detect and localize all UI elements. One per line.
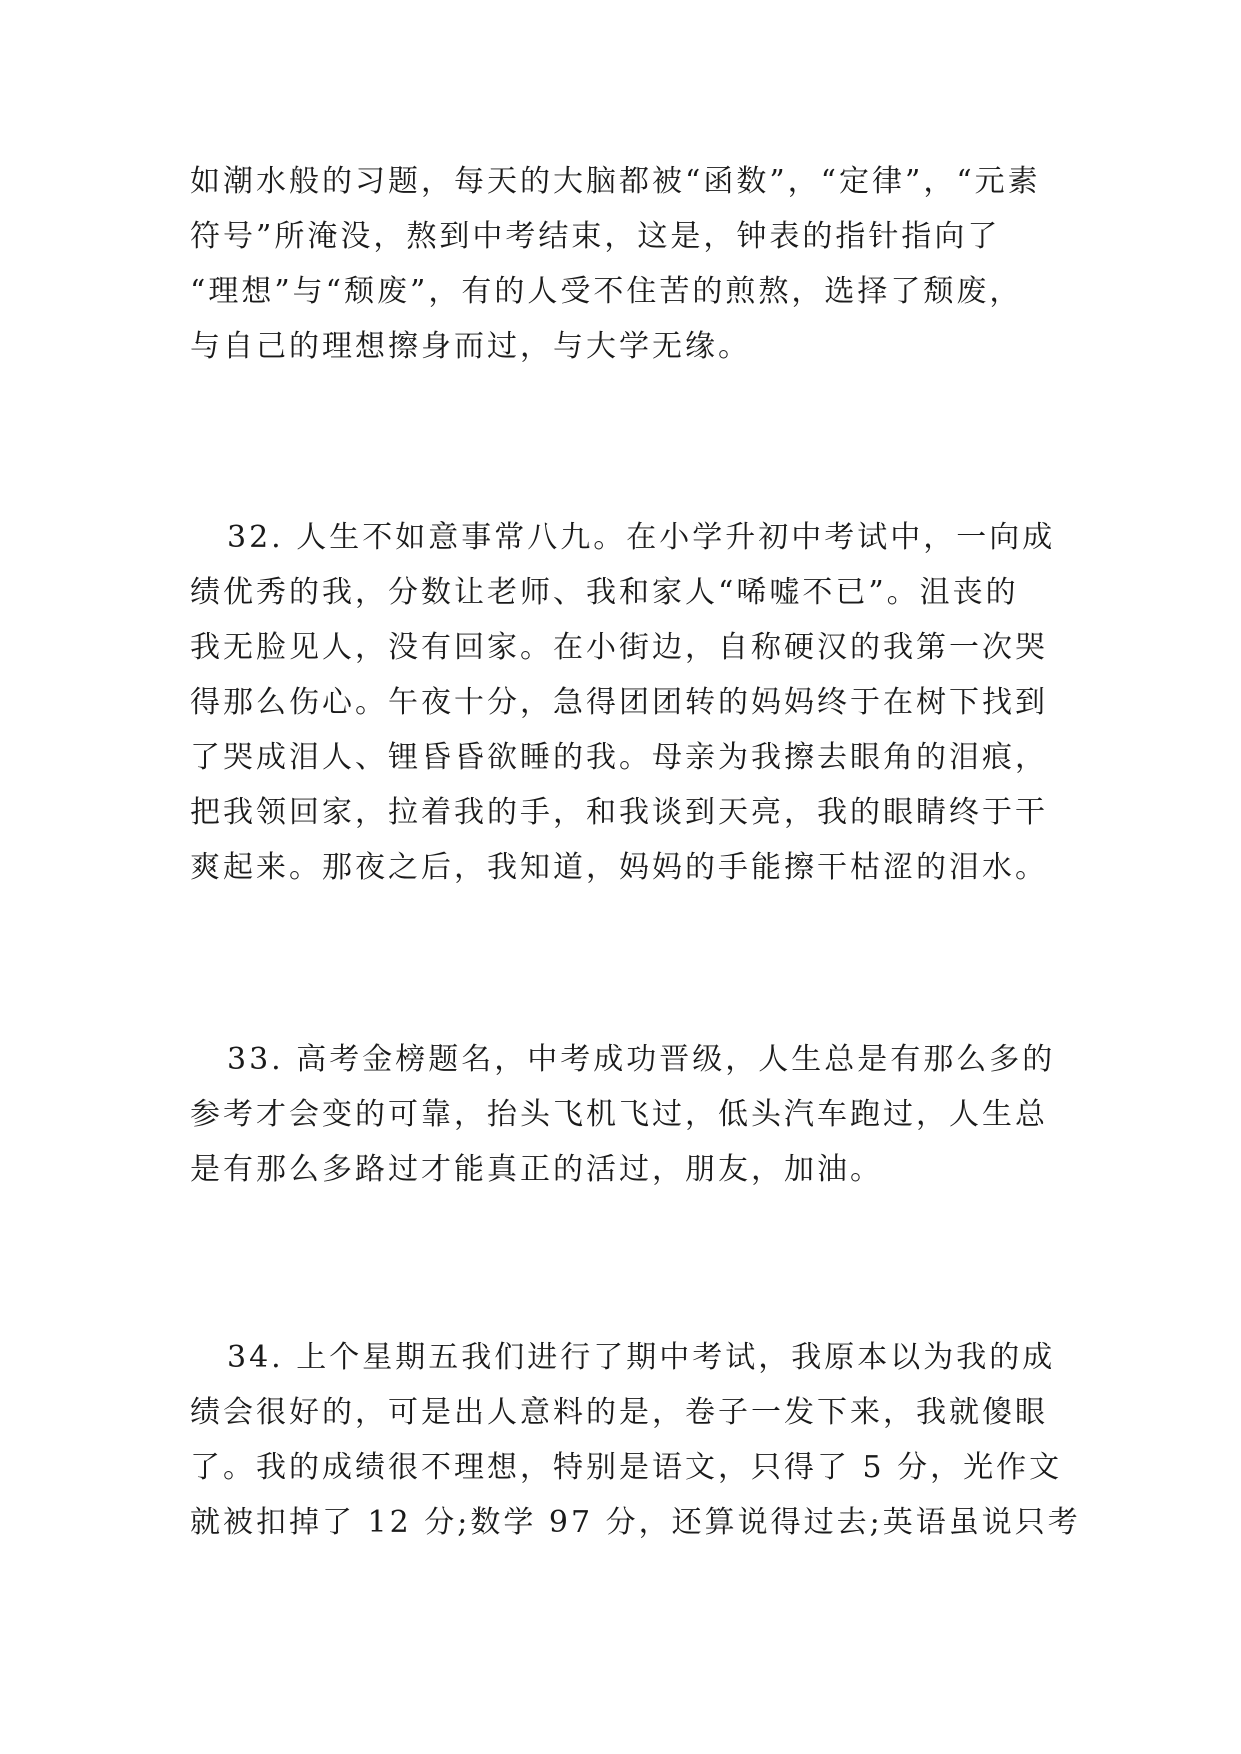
text-line: 就被扣掉了 12 分;数学 97 分，还算说得过去;英语虽说只考 (190, 1505, 1081, 1540)
text-line: 把我领回家，拉着我的手，和我谈到天亮，我的眼睛终于干 (190, 795, 1048, 830)
paragraph-34-first-line: 34. 上个星期五我们进行了期中考试，我原本以为我的成 (227, 1340, 1056, 1375)
text-line: 参考才会变的可靠，抬头飞机飞过，低头汽车跑过，人生总 (190, 1097, 1048, 1132)
text-line: 与自己的理想擦身而过，与大学无缘。 (190, 329, 751, 364)
text-line: 我无脸见人，没有回家。在小街边，自称硬汉的我第一次哭 (190, 630, 1048, 665)
paragraph-33-first-line: 33. 高考金榜题名，中考成功晋级，人生总是有那么多的 (227, 1042, 1056, 1077)
text-line: 爽起来。那夜之后，我知道，妈妈的手能擦干枯涩的泪水。 (190, 850, 1048, 885)
text-line: 是有那么多路过才能真正的活过，朋友，加油。 (190, 1152, 883, 1187)
text-line: “理想”与“颓废”，有的人受不住苦的煎熬，选择了颓废， (190, 274, 1023, 309)
text-line: 了。我的成绩很不理想，特别是语文，只得了 5 分，光作文 (190, 1450, 1063, 1485)
text-line: 绩会很好的，可是出人意料的是，卷子一发下来，我就傻眼 (190, 1395, 1048, 1430)
paragraph-32-first-line: 32. 人生不如意事常八九。在小学升初中考试中，一向成 (227, 520, 1056, 555)
text-line: 得那么伤心。午夜十分，急得团团转的妈妈终于在树下找到 (190, 685, 1048, 720)
text-line: 了哭成泪人、锂昏昏欲睡的我。母亲为我擦去眼角的泪痕， (190, 740, 1048, 775)
text-line: 如潮水般的习题，每天的大脑都被“函数”，“定律”，“元素 (190, 164, 1041, 199)
text-line: 绩优秀的我，分数让老师、我和家人“唏嘘不已”。沮丧的 (190, 575, 1019, 610)
text-line: 符号”所淹没，熬到中考结束，这是，钟表的指针指向了 (190, 219, 1001, 254)
